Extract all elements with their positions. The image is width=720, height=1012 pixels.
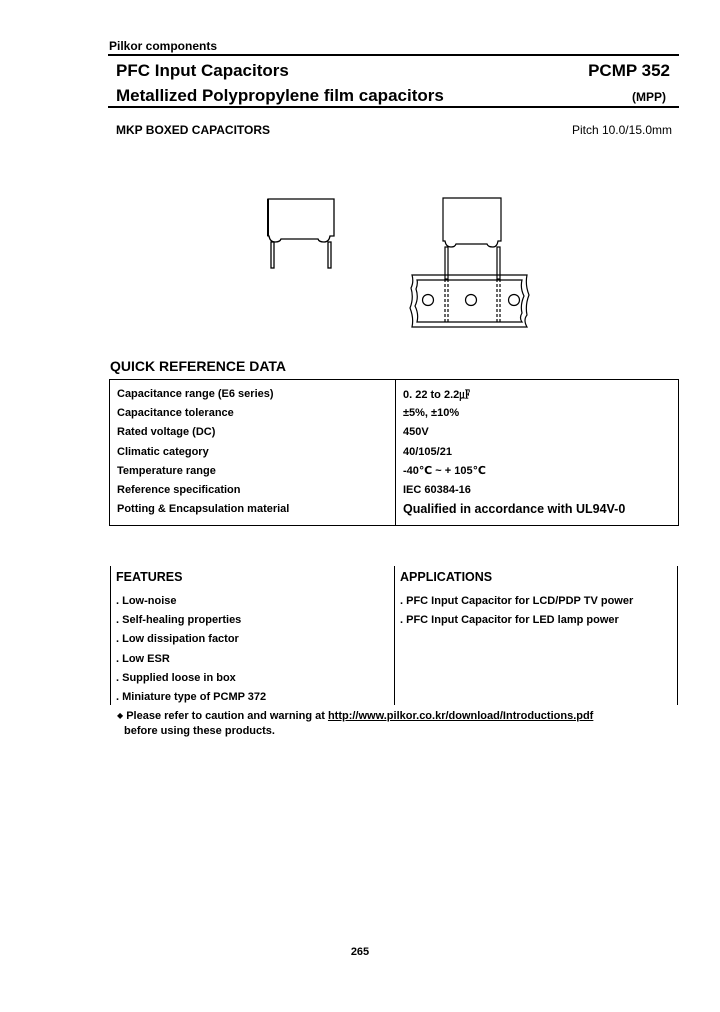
- row-label: Reference specification: [110, 480, 396, 499]
- row-label: Capacitance tolerance: [110, 403, 396, 422]
- row-value: 450V: [403, 426, 429, 439]
- capacitor-outline-drawing: [260, 190, 350, 275]
- row-value: IEC 60384-16: [403, 484, 471, 497]
- row-label: Temperature range: [110, 461, 396, 480]
- application-item: . PFC Input Capacitor for LED lamp power: [400, 614, 619, 626]
- header-rule-top: [108, 54, 679, 56]
- row-value: -40℃ ~ + 105℃: [403, 465, 486, 478]
- bullet-icon: ◆: [117, 711, 124, 720]
- table-row: [110, 423, 679, 442]
- capacitor-on-tape-drawing: [400, 190, 540, 335]
- feature-item: . Self-healing properties: [116, 614, 242, 626]
- part-number: PCMP 352: [588, 61, 670, 80]
- applications-title: APPLICATIONS: [400, 570, 493, 584]
- features-applications-box: [110, 566, 678, 705]
- row-value: Qualified in accordance with UL94V-0: [403, 502, 626, 517]
- table-row: [110, 480, 679, 499]
- feature-item: . Low-noise: [116, 595, 177, 607]
- row-label: Potting & Encapsulation material: [110, 500, 396, 526]
- table-row: [110, 442, 679, 461]
- note-line-2: before using these products.: [124, 725, 275, 737]
- pitch-label: Pitch 10.0/15.0mm: [571, 123, 672, 137]
- caution-note: [117, 710, 593, 722]
- table-row: [110, 403, 679, 422]
- table-row: [110, 380, 679, 404]
- feature-item: . Low dissipation factor: [116, 633, 239, 645]
- introductions-pdf-link[interactable]: http://www.pilkor.co.kr/download/Introductions.pdf: [327, 710, 594, 722]
- quick-reference-table: [109, 379, 679, 526]
- table-row: [110, 461, 679, 480]
- features-title: FEATURES: [116, 570, 183, 584]
- divider-middle: [394, 566, 395, 705]
- feature-item: . Miniature type of PCMP 372: [116, 691, 267, 703]
- quick-reference-title: QUICK REFERENCE DATA: [110, 358, 287, 374]
- row-value: ±5%, ±10%: [403, 406, 460, 419]
- row-label: Rated voltage (DC): [110, 423, 396, 442]
- divider-right: [677, 566, 678, 705]
- row-label: Climatic category: [110, 442, 396, 461]
- doc-title: PFC Input Capacitors: [116, 61, 289, 80]
- table-row: [110, 500, 679, 526]
- category-label: MKP BOXED CAPACITORS: [116, 123, 271, 137]
- note-text: Please refer to caution and warning at: [126, 710, 328, 722]
- row-label: Capacitance range (E6 series): [110, 380, 396, 404]
- doc-subtitle: Metallized Polypropylene film capacitors: [116, 86, 444, 105]
- type-code: (MPP): [632, 90, 666, 104]
- page-number: 265: [350, 946, 370, 958]
- feature-item: . Low ESR: [116, 653, 170, 665]
- row-value: 40/105/21: [403, 445, 452, 458]
- row-value: 0. 22 to 2.2㎌: [403, 388, 471, 401]
- divider-left: [110, 566, 111, 705]
- application-item: . PFC Input Capacitor for LCD/PDP TV power: [400, 595, 634, 607]
- header-rule-bottom: [108, 106, 679, 108]
- brand-name: Pilkor components: [109, 39, 218, 53]
- feature-item: . Supplied loose in box: [116, 672, 236, 684]
